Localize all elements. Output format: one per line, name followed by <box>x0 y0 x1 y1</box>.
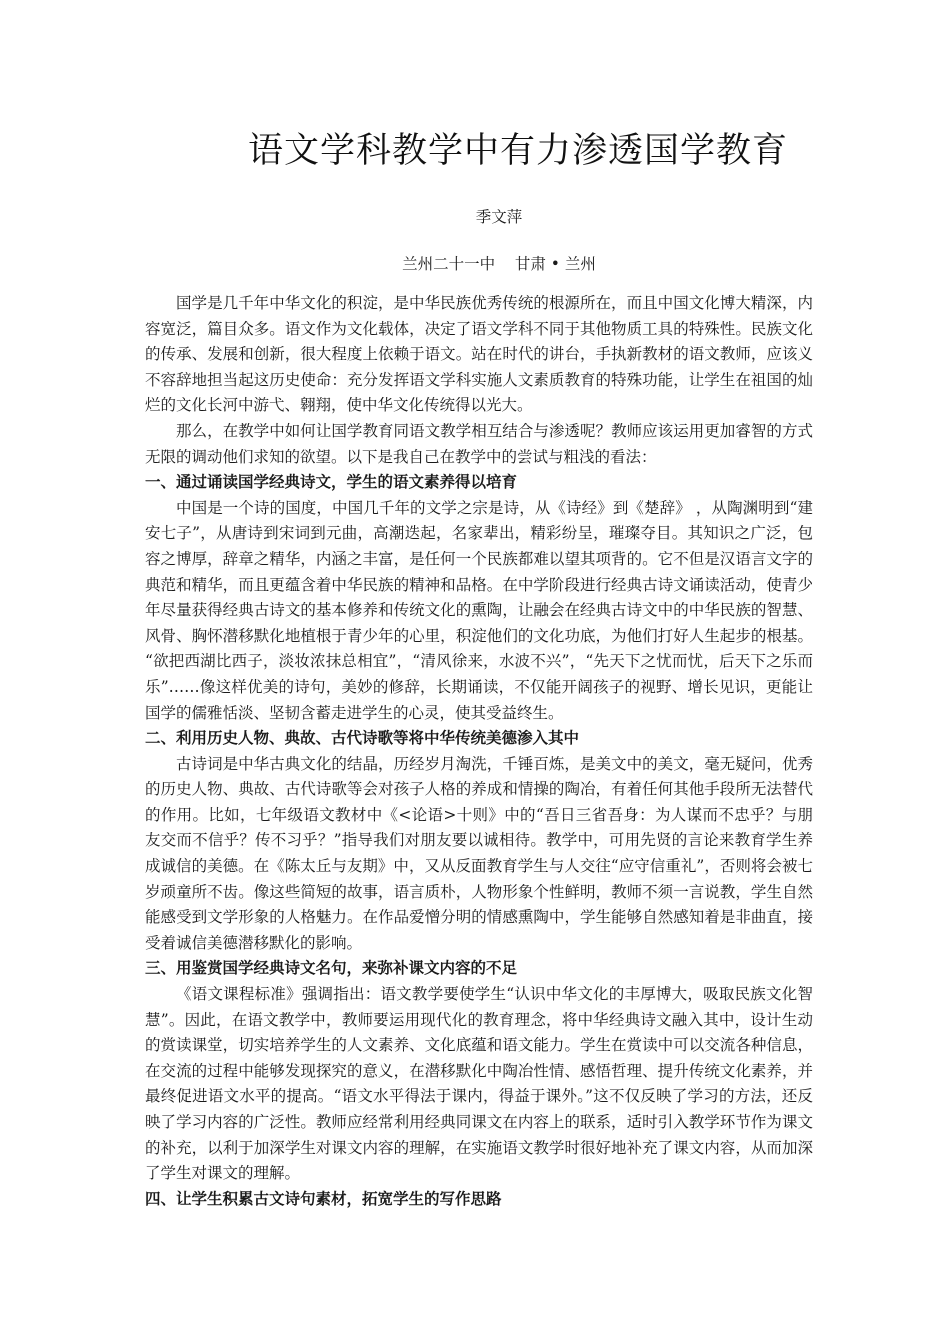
section-heading-2: 二、利用历史人物、典故、古代诗歌等将中华传统美德渗入其中 <box>145 729 580 748</box>
section-heading-1: 一、通过诵读国学经典诗文，学生的语文素养得以培育 <box>145 473 518 492</box>
section-heading-3: 三、用鉴赏国学经典诗文名句，来弥补课文内容的不足 <box>145 959 518 978</box>
section-heading-4: 四、让学生积累古文诗句素材，拓宽学生的写作思路 <box>145 1189 502 1208</box>
author-name: 季文萍 <box>475 208 523 226</box>
section-3-paragraph: 《语文课程标准》强调指出：语文教学要使学生“认识中华文化的丰厚博大，吸取民族文化智慧”。因此，在语文教学中，教师要运用现代化的教育理念，将中华经典诗文融入其中，设计生动的赏读课堂，切实培养学生的人文素养、文化底蕴和语文能力。学生在赏读中可以交流各种信息，在交流的过程中能够发现探究的意义，在潜移默化中陶冶性情、感悟哲理、提升传统文化素养，并最终促进语文水平的提高。“语文水平得法于课内，得益于课外。”这不仅反映了学习的方法，还反映了学习内容的广泛性。教师应经常利用经典同课文在内容上的联系，适时引入教学环节作为课文的补充，以利于加深学生对课文内容的理解，在实施语文教学时很好地补充了课文内容，从而加深了学生对课文的理解。 <box>145 985 813 1183</box>
article-body <box>145 291 813 1212</box>
intro-paragraph-2: 那么，在教学中如何让国学教育同语文教学相互结合与渗透呢？教师应该运用更加睿智的方式无限的调动他们求知的欲望。以下是我自己在教学中的尝试与粗浅的看法： <box>145 421 813 466</box>
section-1-paragraph: 中国是一个诗的国度，中国几千年的文学之宗是诗，从《诗经》到《楚辞》 ，从陶渊明到“建安七子”，从唐诗到宋词到元曲，高潮迭起，名家辈出，精彩纷呈，璀璨夺目。其知识之广泛，包容之博厚，辞章之精华，内涵之丰富，是任何一个民族都难以望其项背的。它不但是汉语言文字的典范和精华，而且更蕴含着中华民族的精神和品格。在中学阶段进行经典古诗文诵读活动，使青少年尽量获得经典古诗文的基本修养和传统文化的熏陶，让融会在经典古诗文中的中华民族的智慧、风骨、胸怀潜移默化地植根于青少年的心里，积淀他们的文化功底，为他们打好人生起步的根基。 “欲把西湖比西子，淡妆浓抹总相宜”，“清风徐来，水波不兴”，“先天下之忧而忧，后天下之乐而乐”……像这样优美的诗句，美妙的修辞，长期诵读，不仅能开阔孩子的视野、增长见识，更能让国学的儒雅恬淡、坚韧含蓄走进学生的心灵，使其受益终生。 <box>145 498 813 722</box>
intro-paragraph-1: 国学是几千年中华文化的积淀，是中华民族优秀传统的根源所在，而且中国文化博大精深，内容宽泛，篇目众多。语文作为文化载体，决定了语文学科不同于其他物质工具的特殊性。民族文化的传承、发展和创新，很大程度上依赖于语文。站在时代的讲台，手执新教材的语文教师，应该义不容辞地担当起这历史使命：充分发挥语文学科实施人文素质教育的特殊功能，让学生在祖国的灿烂的文化长河中游弋、翱翔，使中华文化传统得以光大。 <box>145 294 813 415</box>
section-2-paragraph: 古诗词是中华古典文化的结晶，历经岁月淘洗，千锤百炼，是美文中的美文，毫无疑问，优秀的历史人物、典故、古代诗歌等会对孩子人格的养成和情操的陶冶，有着任何其他手段所无法替代的作用。比如，七年级语文教材中《<论语>十则》中的“吾日三省吾身：为人谋而不忠乎？与朋友交而不信乎？传不习乎？”指导我们对朋友要以诚相待。教学中，可用先贤的言论来教育学生养成诚信的美德。在《陈太丘与友期》中，又从反面教育学生与人交往“应守信重礼”，否则将会被七岁顽童所不齿。像这些简短的故事，语言质朴，人物形象个性鲜明，教师不须一言说教，学生自然能感受到文学形象的人格魅力。在作品爱憎分明的情感熏陶中，学生能够自然感知着是非曲直，接受着诚信美德潜移默化的影响。 <box>145 754 813 952</box>
author-affiliation: 兰州二十一中 甘肃 • 兰州 <box>402 255 596 273</box>
page-title: 语文学科教学中有力渗透国学教育 <box>248 131 789 171</box>
